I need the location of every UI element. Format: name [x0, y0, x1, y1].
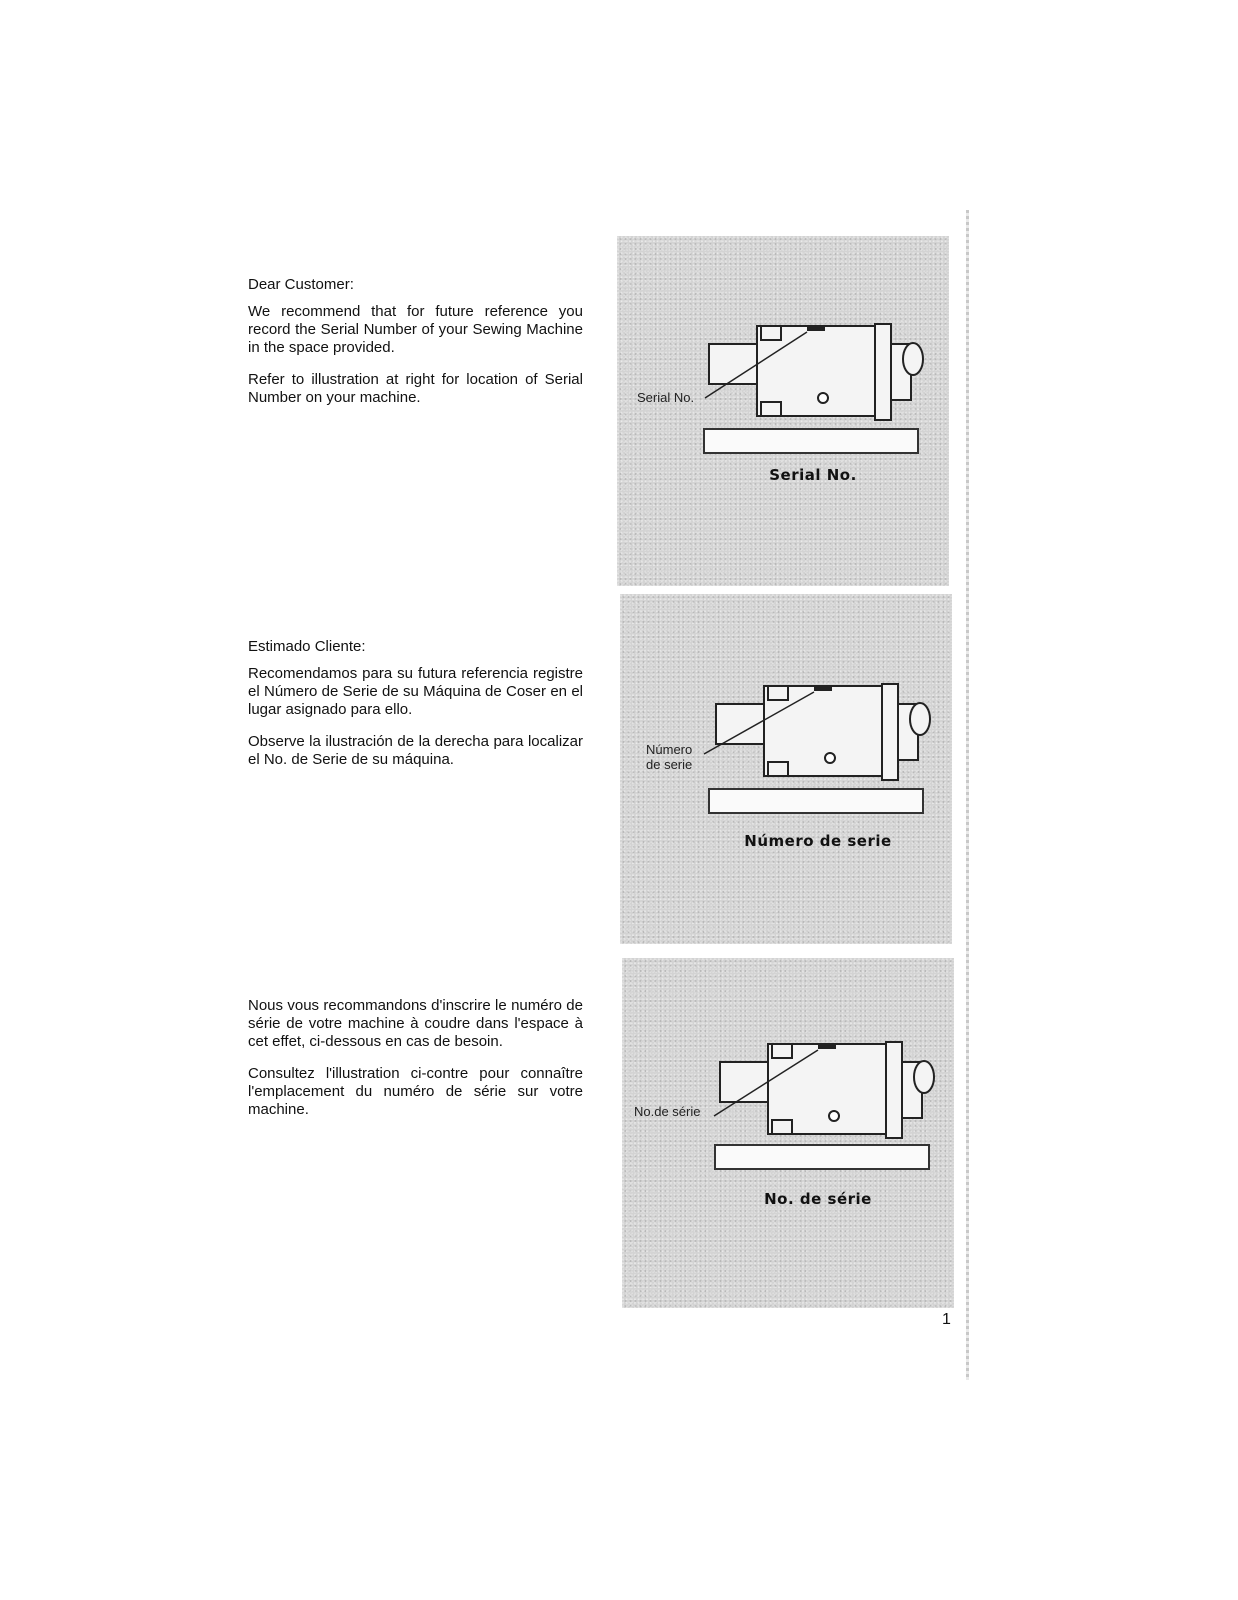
english-callout-label: Serial No. — [637, 390, 695, 405]
page-number: 1 — [942, 1311, 951, 1328]
spanish-callout-line-1: Número — [646, 742, 693, 757]
french-paragraph-1: Nous vous recommandons d'inscrire le numéro de série de votre machine à coudre dans l'espace à cet effet, ci-dessous en cas de besoin. — [248, 997, 583, 1050]
english-caption: Serial No. — [769, 466, 857, 484]
english-paragraph-1: We recommend that for future reference you record the Serial Number of your Sewing Machine in the space provided. — [248, 303, 583, 356]
english-section — [248, 276, 583, 421]
english-serial-number-box — [703, 428, 919, 454]
machine-top-view-icon — [617, 236, 949, 586]
french-serial-number-box — [714, 1144, 930, 1170]
french-caption: No. de série — [764, 1190, 872, 1208]
english-illustration-panel — [617, 236, 949, 586]
spanish-section — [248, 638, 583, 783]
page-edge-shadow — [966, 210, 969, 1380]
french-section — [248, 997, 583, 1133]
spanish-serial-number-box — [708, 788, 924, 814]
english-paragraph-2: Refer to illustration at right for location of Serial Number on your machine. — [248, 371, 583, 406]
spanish-illustration-panel — [620, 594, 952, 944]
machine-top-view-icon — [622, 958, 954, 1308]
french-paragraph-2: Consultez l'illustration ci-contre pour connaître l'emplacement du numéro de série sur votre machine. — [248, 1065, 583, 1118]
spanish-callout-line-2: de serie — [646, 757, 693, 772]
spanish-callout-label — [646, 742, 692, 772]
french-callout-label: No.de série — [634, 1104, 701, 1119]
spanish-paragraph-1: Recomendamos para su futura referencia registre el Número de Serie de su Máquina de Coser en el lugar asignado para ello. — [248, 665, 583, 718]
spanish-paragraph-2: Observe la ilustración de la derecha para localizar el No. de Serie de su máquina. — [248, 733, 583, 768]
english-greeting: Dear Customer: — [248, 276, 354, 293]
spanish-greeting: Estimado Cliente: — [248, 638, 366, 655]
spanish-caption: Número de serie — [744, 832, 892, 850]
french-illustration-panel — [622, 958, 954, 1308]
